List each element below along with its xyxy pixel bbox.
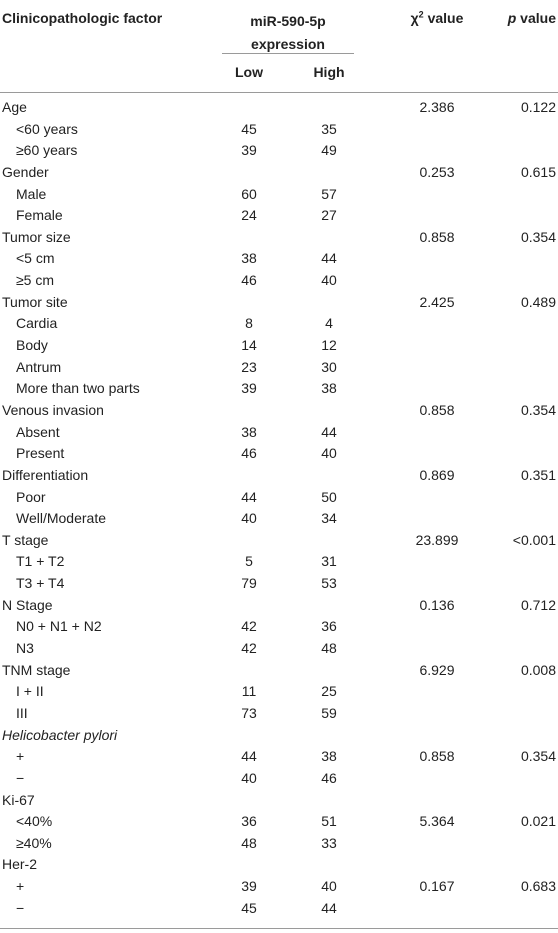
- factor-cell: Tumor size: [2, 228, 71, 245]
- table-row: [0, 313, 558, 335]
- p-value-cell: 0.354: [520, 748, 556, 765]
- high-cell: 57: [321, 185, 337, 202]
- table-header: [0, 0, 558, 93]
- table-row: [0, 487, 558, 509]
- p-value-cell: <0.001: [512, 531, 556, 548]
- table-row: [0, 898, 558, 920]
- high-cell: 40: [321, 878, 337, 895]
- chi-cell: 2.425: [419, 293, 455, 310]
- chi-cell: 23.899: [415, 531, 459, 548]
- low-cell: 48: [241, 834, 257, 851]
- high-cell: 33: [321, 834, 337, 851]
- high-cell: 46: [321, 769, 337, 786]
- high-cell: 49: [321, 142, 337, 159]
- low-cell: 40: [241, 510, 257, 527]
- factor-cell: Differentiation: [2, 466, 89, 483]
- header-expression-line2: expression: [251, 36, 325, 52]
- p-value-cell: 0.122: [520, 99, 556, 115]
- table-body: [0, 97, 558, 919]
- factor-cell: Venous invasion: [2, 401, 104, 418]
- table-row: [0, 270, 558, 292]
- factor-cell: Poor: [16, 488, 46, 505]
- bottom-rule: [0, 928, 558, 929]
- factor-cell: Male: [16, 185, 47, 202]
- low-cell: 44: [241, 488, 257, 505]
- table-row: [0, 292, 558, 314]
- factor-cell: Present: [16, 445, 65, 462]
- table-row: [0, 422, 558, 444]
- low-cell: 73: [241, 704, 257, 721]
- table-row: [0, 140, 558, 162]
- table-row: [0, 335, 558, 357]
- low-cell: 23: [241, 358, 257, 375]
- table-row: [0, 595, 558, 617]
- table-row: [0, 184, 558, 206]
- factor-cell: N0 + N1 + N2: [16, 618, 102, 635]
- chi-cell: 5.364: [419, 813, 455, 830]
- table-row: [0, 811, 558, 833]
- high-cell: 35: [321, 120, 337, 137]
- low-cell: 8: [245, 315, 253, 332]
- high-cell: 40: [321, 445, 337, 462]
- header-low: Low: [235, 64, 263, 80]
- table-row: [0, 638, 558, 660]
- low-cell: 42: [241, 640, 257, 657]
- factor-cell: Age: [2, 99, 27, 115]
- factor-cell: Gender: [2, 163, 49, 180]
- table-row: [0, 248, 558, 270]
- low-cell: 11: [241, 683, 257, 700]
- table-row: [0, 530, 558, 552]
- table-row: [0, 790, 558, 812]
- table-row: [0, 227, 558, 249]
- p-word: value: [516, 10, 556, 26]
- high-cell: 48: [321, 640, 337, 657]
- table-row: [0, 616, 558, 638]
- factor-cell: Her-2: [2, 856, 38, 873]
- factor-cell: −: [16, 769, 25, 786]
- factor-cell: Absent: [16, 423, 60, 440]
- chi-cell: 0.858: [419, 401, 455, 418]
- chi-superscript: 2: [418, 9, 424, 20]
- factor-cell: <60 years: [16, 120, 78, 137]
- factor-cell: III: [16, 704, 28, 721]
- factor-cell: N Stage: [2, 596, 53, 613]
- p-value-cell: 0.354: [520, 401, 556, 418]
- factor-cell: −: [16, 899, 25, 916]
- high-cell: 44: [321, 899, 337, 916]
- table-row: [0, 465, 558, 487]
- table-row: [0, 551, 558, 573]
- chi-cell: 0.136: [419, 596, 455, 613]
- table-row: [0, 660, 558, 682]
- chi-cell: 6.929: [419, 661, 455, 678]
- low-cell: 39: [241, 142, 257, 159]
- header-expression: [222, 10, 354, 56]
- factor-cell: <5 cm: [16, 250, 55, 267]
- low-cell: 39: [241, 878, 257, 895]
- high-cell: 59: [321, 704, 337, 721]
- p-value-cell: 0.683: [520, 878, 556, 895]
- p-value-cell: 0.712: [520, 596, 556, 613]
- factor-cell: Female: [16, 207, 63, 224]
- low-cell: 38: [241, 423, 257, 440]
- high-cell: 40: [321, 272, 337, 289]
- factor-cell: <40%: [16, 813, 53, 830]
- low-cell: 46: [241, 445, 257, 462]
- factor-cell: Helicobacter pylori: [2, 726, 118, 743]
- table-row: [0, 573, 558, 595]
- high-cell: 44: [321, 423, 337, 440]
- table-row: [0, 833, 558, 855]
- table-row: [0, 746, 558, 768]
- low-cell: 44: [241, 748, 257, 765]
- high-cell: 34: [321, 510, 337, 527]
- header-subrule: [222, 53, 354, 54]
- high-cell: 27: [321, 207, 337, 224]
- factor-cell: +: [16, 748, 25, 765]
- high-cell: 38: [321, 380, 337, 397]
- low-cell: 45: [241, 899, 257, 916]
- low-cell: 40: [241, 769, 257, 786]
- low-cell: 24: [241, 207, 257, 224]
- factor-cell: TNM stage: [2, 661, 71, 678]
- factor-cell: T1 + T2: [16, 553, 65, 570]
- table-row: [0, 725, 558, 747]
- factor-cell: Well/Moderate: [16, 510, 107, 527]
- low-cell: 42: [241, 618, 257, 635]
- header-high: High: [313, 64, 345, 80]
- header-factor: Clinicopathologic factor: [2, 10, 163, 26]
- low-cell: 45: [241, 120, 257, 137]
- table-row: [0, 768, 558, 790]
- table-row: [0, 119, 558, 141]
- chi-symbol: χ: [410, 10, 419, 26]
- table-row: [0, 357, 558, 379]
- low-cell: 46: [241, 272, 257, 289]
- high-cell: 36: [321, 618, 337, 635]
- p-value-cell: 0.021: [520, 813, 556, 830]
- high-cell: 4: [325, 315, 333, 332]
- factor-cell: Body: [16, 337, 48, 354]
- p-value-cell: 0.354: [520, 228, 556, 245]
- low-cell: 14: [241, 337, 257, 354]
- high-cell: 25: [321, 683, 337, 700]
- low-cell: 36: [241, 813, 257, 830]
- table-row: [0, 681, 558, 703]
- chi-cell: 0.167: [419, 878, 455, 895]
- p-letter: p: [507, 10, 517, 26]
- chi-cell: 2.386: [419, 99, 455, 115]
- factor-cell: T3 + T4: [16, 575, 65, 592]
- chi-cell: 0.253: [419, 163, 455, 180]
- table-row: [0, 205, 558, 227]
- table-row: [0, 876, 558, 898]
- low-cell: 79: [241, 575, 257, 592]
- chi-word: value: [423, 10, 464, 26]
- chi-cell: 0.869: [419, 466, 455, 483]
- low-cell: 60: [241, 185, 257, 202]
- factor-cell: I + II: [16, 683, 44, 700]
- high-cell: 38: [321, 748, 337, 765]
- p-value-cell: 0.008: [520, 661, 556, 678]
- p-value-cell: 0.615: [520, 163, 556, 180]
- p-value-cell: 0.489: [520, 293, 556, 310]
- table-row: [0, 400, 558, 422]
- high-cell: 12: [321, 337, 337, 354]
- high-cell: 53: [321, 575, 337, 592]
- table-row: [0, 854, 558, 876]
- high-cell: 44: [321, 250, 337, 267]
- table-row: [0, 378, 558, 400]
- factor-cell: Antrum: [16, 358, 62, 375]
- factor-cell: ≥40%: [16, 834, 52, 851]
- table-row: [0, 97, 558, 119]
- header-chi-square: [392, 10, 482, 26]
- chi-cell: 0.858: [419, 748, 455, 765]
- table-row: [0, 508, 558, 530]
- high-cell: 31: [321, 553, 337, 570]
- table-row: [0, 162, 558, 184]
- factor-cell: Tumor site: [2, 293, 68, 310]
- low-cell: 38: [241, 250, 257, 267]
- high-cell: 51: [321, 813, 337, 830]
- factor-cell: N3: [16, 640, 34, 657]
- table-row: [0, 443, 558, 465]
- high-cell: 30: [321, 358, 337, 375]
- factor-cell: Cardia: [16, 315, 58, 332]
- p-value-cell: 0.351: [520, 466, 556, 483]
- high-cell: 50: [321, 488, 337, 505]
- chi-cell: 0.858: [419, 228, 455, 245]
- factor-cell: More than two parts: [16, 380, 140, 397]
- factor-cell: ≥60 years: [16, 142, 78, 159]
- factor-cell: ≥5 cm: [16, 272, 55, 289]
- header-expression-line1: miR-590-5p: [250, 13, 326, 29]
- low-cell: 5: [245, 553, 253, 570]
- header-p-value: [486, 10, 558, 26]
- factor-cell: +: [16, 878, 25, 895]
- factor-cell: Ki-67: [2, 791, 35, 808]
- table-row: [0, 703, 558, 725]
- factor-cell: T stage: [2, 531, 49, 548]
- low-cell: 39: [241, 380, 257, 397]
